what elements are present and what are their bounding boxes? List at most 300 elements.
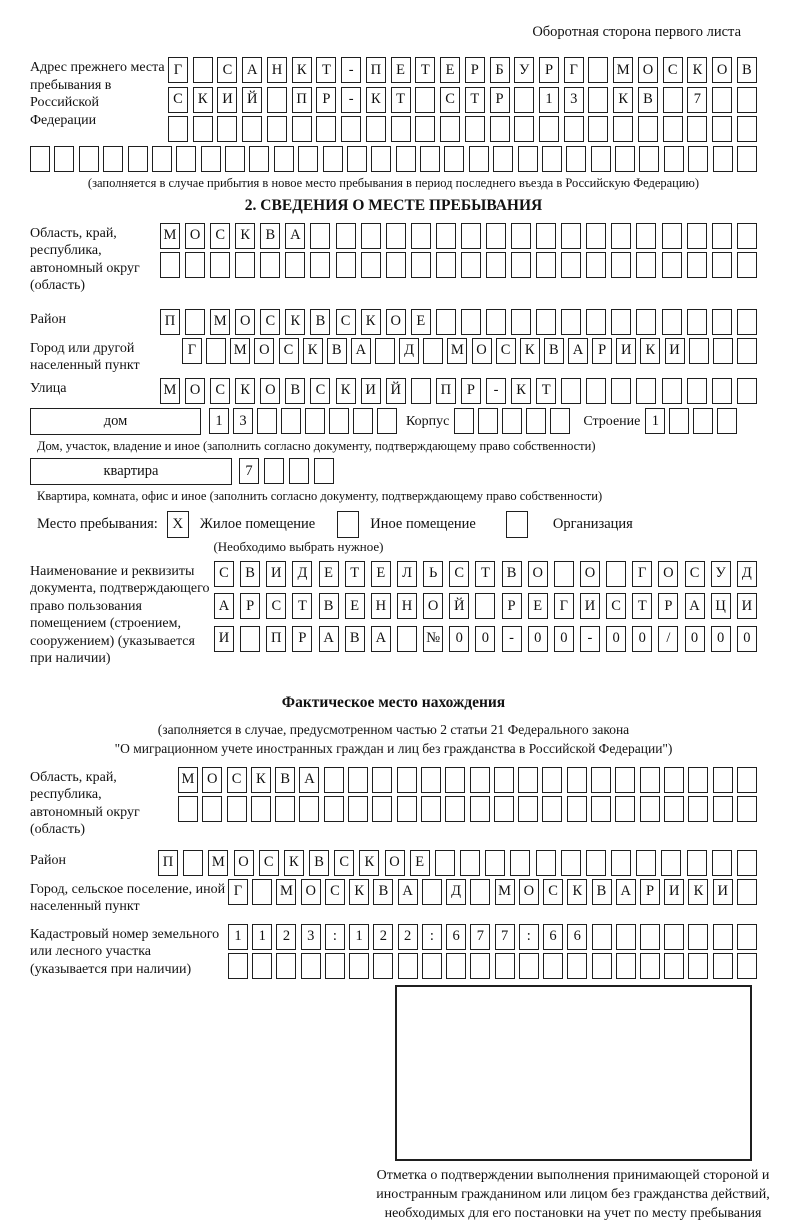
char-cell[interactable] — [561, 309, 581, 335]
char-cell[interactable] — [611, 378, 631, 404]
char-cell[interactable]: М — [208, 850, 228, 876]
char-cell[interactable] — [372, 796, 392, 822]
char-cell[interactable]: К — [349, 879, 369, 905]
char-cell[interactable] — [586, 850, 606, 876]
char-cell[interactable] — [422, 953, 442, 979]
char-cell[interactable]: 2 — [398, 924, 418, 950]
char-cell[interactable]: Р — [240, 593, 260, 619]
char-cell[interactable] — [542, 767, 562, 793]
char-cell[interactable] — [264, 458, 284, 484]
char-cell[interactable] — [737, 378, 757, 404]
char-cell[interactable]: С — [310, 378, 330, 404]
char-cell[interactable] — [688, 767, 708, 793]
char-cell[interactable] — [586, 309, 606, 335]
char-cell[interactable] — [636, 850, 656, 876]
char-cell[interactable]: С — [334, 850, 354, 876]
char-cell[interactable] — [687, 223, 707, 249]
char-cell[interactable]: И — [214, 626, 234, 652]
char-cell[interactable]: № — [423, 626, 443, 652]
char-cell[interactable]: О — [185, 378, 205, 404]
char-cell[interactable]: 0 — [528, 626, 548, 652]
char-cell[interactable] — [611, 850, 631, 876]
char-cell[interactable] — [435, 850, 455, 876]
stay-type-checkbox-org[interactable] — [506, 511, 528, 538]
char-cell[interactable] — [712, 309, 732, 335]
char-cell[interactable] — [444, 146, 464, 172]
char-cell[interactable]: В — [240, 561, 260, 587]
char-cell[interactable] — [475, 593, 495, 619]
char-cell[interactable] — [664, 924, 684, 950]
char-cell[interactable]: К — [303, 338, 323, 364]
char-cell[interactable]: В — [319, 593, 339, 619]
char-cell[interactable] — [662, 378, 682, 404]
char-cell[interactable] — [486, 252, 506, 278]
char-cell[interactable]: К — [284, 850, 304, 876]
char-cell[interactable] — [661, 850, 681, 876]
char-cell[interactable] — [160, 252, 180, 278]
char-cell[interactable] — [737, 924, 757, 950]
char-cell[interactable] — [240, 626, 260, 652]
char-cell[interactable]: К — [361, 309, 381, 335]
char-cell[interactable]: М — [613, 57, 633, 83]
char-cell[interactable] — [636, 223, 656, 249]
char-cell[interactable]: - — [341, 87, 361, 113]
char-cell[interactable] — [611, 223, 631, 249]
char-cell[interactable]: Р — [658, 593, 678, 619]
char-cell[interactable]: 1 — [252, 924, 272, 950]
char-cell[interactable]: Н — [397, 593, 417, 619]
char-cell[interactable]: К — [567, 879, 587, 905]
char-cell[interactable] — [526, 408, 546, 434]
char-cell[interactable]: О — [301, 879, 321, 905]
char-cell[interactable] — [323, 146, 343, 172]
char-cell[interactable]: 6 — [567, 924, 587, 950]
char-cell[interactable] — [445, 796, 465, 822]
char-cell[interactable] — [737, 146, 757, 172]
char-cell[interactable] — [639, 146, 659, 172]
char-cell[interactable] — [235, 252, 255, 278]
char-cell[interactable] — [717, 408, 737, 434]
char-cell[interactable] — [420, 146, 440, 172]
char-cell[interactable] — [689, 338, 709, 364]
char-cell[interactable] — [486, 309, 506, 335]
char-cell[interactable]: О — [580, 561, 600, 587]
char-cell[interactable] — [361, 223, 381, 249]
char-cell[interactable] — [289, 458, 309, 484]
char-cell[interactable]: В — [737, 57, 757, 83]
char-cell[interactable]: К — [640, 338, 660, 364]
char-cell[interactable] — [470, 796, 490, 822]
apartment-type-field[interactable]: квартира — [30, 458, 232, 485]
char-cell[interactable] — [687, 378, 707, 404]
char-cell[interactable] — [662, 309, 682, 335]
char-cell[interactable] — [636, 378, 656, 404]
char-cell[interactable] — [567, 767, 587, 793]
char-cell[interactable] — [470, 767, 490, 793]
char-cell[interactable] — [613, 116, 633, 142]
char-cell[interactable] — [510, 850, 530, 876]
char-cell[interactable]: С — [266, 593, 286, 619]
char-cell[interactable]: - — [580, 626, 600, 652]
char-cell[interactable] — [687, 252, 707, 278]
char-cell[interactable] — [518, 146, 538, 172]
char-cell[interactable]: И — [665, 338, 685, 364]
char-cell[interactable] — [30, 146, 50, 172]
char-cell[interactable]: 1 — [645, 408, 665, 434]
char-cell[interactable]: О — [638, 57, 658, 83]
char-cell[interactable]: О — [185, 223, 205, 249]
char-cell[interactable]: Р — [292, 626, 312, 652]
char-cell[interactable]: 1 — [349, 924, 369, 950]
char-cell[interactable] — [325, 953, 345, 979]
char-cell[interactable] — [713, 953, 733, 979]
char-cell[interactable] — [536, 252, 556, 278]
char-cell[interactable]: К — [235, 378, 255, 404]
char-cell[interactable] — [386, 223, 406, 249]
char-cell[interactable] — [712, 378, 732, 404]
char-cell[interactable] — [712, 252, 732, 278]
char-cell[interactable]: 2 — [373, 924, 393, 950]
char-cell[interactable] — [737, 850, 757, 876]
char-cell[interactable]: В — [310, 309, 330, 335]
char-cell[interactable]: / — [658, 626, 678, 652]
char-cell[interactable] — [298, 146, 318, 172]
char-cell[interactable]: Г — [564, 57, 584, 83]
char-cell[interactable]: - — [341, 57, 361, 83]
char-cell[interactable] — [511, 252, 531, 278]
char-cell[interactable] — [217, 116, 237, 142]
char-cell[interactable]: В — [260, 223, 280, 249]
char-cell[interactable]: Е — [371, 561, 391, 587]
char-cell[interactable]: О — [260, 378, 280, 404]
char-cell[interactable]: М — [210, 309, 230, 335]
char-cell[interactable]: А — [299, 767, 319, 793]
char-cell[interactable] — [518, 796, 538, 822]
char-cell[interactable] — [436, 252, 456, 278]
char-cell[interactable] — [478, 408, 498, 434]
char-cell[interactable] — [514, 87, 534, 113]
char-cell[interactable] — [536, 850, 556, 876]
char-cell[interactable]: 0 — [711, 626, 731, 652]
char-cell[interactable] — [249, 146, 269, 172]
char-cell[interactable] — [616, 953, 636, 979]
char-cell[interactable]: В — [309, 850, 329, 876]
char-cell[interactable] — [712, 87, 732, 113]
char-cell[interactable]: В — [638, 87, 658, 113]
char-cell[interactable] — [712, 223, 732, 249]
char-cell[interactable]: 0 — [737, 626, 757, 652]
char-cell[interactable]: П — [158, 850, 178, 876]
char-cell[interactable] — [210, 252, 230, 278]
char-cell[interactable] — [640, 796, 660, 822]
char-cell[interactable] — [386, 252, 406, 278]
char-cell[interactable] — [267, 116, 287, 142]
char-cell[interactable] — [461, 223, 481, 249]
char-cell[interactable] — [688, 796, 708, 822]
char-cell[interactable]: О — [235, 309, 255, 335]
char-cell[interactable]: М — [160, 223, 180, 249]
char-cell[interactable] — [366, 116, 386, 142]
char-cell[interactable] — [152, 146, 172, 172]
char-cell[interactable] — [688, 924, 708, 950]
char-cell[interactable] — [341, 116, 361, 142]
char-cell[interactable]: Т — [415, 57, 435, 83]
char-cell[interactable] — [299, 796, 319, 822]
char-cell[interactable] — [228, 953, 248, 979]
char-cell[interactable]: О — [519, 879, 539, 905]
char-cell[interactable]: Е — [528, 593, 548, 619]
char-cell[interactable] — [411, 252, 431, 278]
char-cell[interactable]: К — [613, 87, 633, 113]
char-cell[interactable] — [663, 87, 683, 113]
char-cell[interactable] — [688, 146, 708, 172]
char-cell[interactable] — [737, 879, 757, 905]
char-cell[interactable]: О — [472, 338, 492, 364]
char-cell[interactable] — [274, 146, 294, 172]
char-cell[interactable] — [586, 252, 606, 278]
char-cell[interactable] — [713, 796, 733, 822]
char-cell[interactable]: В — [373, 879, 393, 905]
char-cell[interactable]: М — [495, 879, 515, 905]
char-cell[interactable] — [461, 252, 481, 278]
char-cell[interactable] — [567, 796, 587, 822]
char-cell[interactable]: 0 — [554, 626, 574, 652]
char-cell[interactable]: В — [345, 626, 365, 652]
char-cell[interactable] — [664, 146, 684, 172]
char-cell[interactable] — [396, 146, 416, 172]
char-cell[interactable] — [638, 116, 658, 142]
char-cell[interactable]: В — [327, 338, 347, 364]
char-cell[interactable]: 3 — [233, 408, 253, 434]
char-cell[interactable] — [511, 309, 531, 335]
char-cell[interactable]: С — [210, 378, 230, 404]
char-cell[interactable] — [636, 309, 656, 335]
char-cell[interactable]: К — [520, 338, 540, 364]
char-cell[interactable]: О — [712, 57, 732, 83]
char-cell[interactable] — [310, 252, 330, 278]
char-cell[interactable]: К — [336, 378, 356, 404]
char-cell[interactable] — [446, 953, 466, 979]
char-cell[interactable]: 6 — [446, 924, 466, 950]
char-cell[interactable]: М — [230, 338, 250, 364]
char-cell[interactable]: В — [275, 767, 295, 793]
char-cell[interactable] — [687, 850, 707, 876]
char-cell[interactable]: М — [447, 338, 467, 364]
char-cell[interactable]: В — [592, 879, 612, 905]
char-cell[interactable]: И — [713, 879, 733, 905]
char-cell[interactable] — [566, 146, 586, 172]
char-cell[interactable]: Е — [410, 850, 430, 876]
char-cell[interactable] — [543, 953, 563, 979]
char-cell[interactable] — [615, 146, 635, 172]
char-cell[interactable] — [693, 408, 713, 434]
char-cell[interactable] — [252, 879, 272, 905]
char-cell[interactable]: Й — [386, 378, 406, 404]
char-cell[interactable]: Р — [640, 879, 660, 905]
char-cell[interactable]: 3 — [301, 924, 321, 950]
char-cell[interactable]: П — [160, 309, 180, 335]
char-cell[interactable]: С — [260, 309, 280, 335]
char-cell[interactable]: Е — [319, 561, 339, 587]
char-cell[interactable] — [564, 116, 584, 142]
house-type-field[interactable]: дом — [30, 408, 201, 435]
char-cell[interactable] — [588, 87, 608, 113]
char-cell[interactable] — [305, 408, 325, 434]
char-cell[interactable]: И — [266, 561, 286, 587]
char-cell[interactable] — [225, 146, 245, 172]
char-cell[interactable] — [275, 796, 295, 822]
char-cell[interactable]: С — [227, 767, 247, 793]
char-cell[interactable]: Р — [539, 57, 559, 83]
char-cell[interactable]: И — [737, 593, 757, 619]
char-cell[interactable]: : — [422, 924, 442, 950]
char-cell[interactable] — [193, 57, 213, 83]
char-cell[interactable] — [353, 408, 373, 434]
char-cell[interactable]: 0 — [632, 626, 652, 652]
char-cell[interactable] — [329, 408, 349, 434]
char-cell[interactable] — [640, 953, 660, 979]
char-cell[interactable] — [316, 116, 336, 142]
char-cell[interactable] — [713, 924, 733, 950]
char-cell[interactable]: С — [279, 338, 299, 364]
char-cell[interactable] — [314, 458, 334, 484]
char-cell[interactable]: А — [685, 593, 705, 619]
char-cell[interactable] — [567, 953, 587, 979]
char-cell[interactable]: Т — [391, 87, 411, 113]
char-cell[interactable] — [493, 146, 513, 172]
char-cell[interactable]: 0 — [475, 626, 495, 652]
char-cell[interactable]: 1 — [209, 408, 229, 434]
char-cell[interactable] — [662, 252, 682, 278]
char-cell[interactable] — [502, 408, 522, 434]
char-cell[interactable] — [591, 796, 611, 822]
char-cell[interactable]: А — [351, 338, 371, 364]
char-cell[interactable] — [397, 796, 417, 822]
char-cell[interactable]: М — [160, 378, 180, 404]
char-cell[interactable] — [664, 796, 684, 822]
char-cell[interactable]: : — [325, 924, 345, 950]
char-cell[interactable] — [615, 796, 635, 822]
char-cell[interactable] — [206, 338, 226, 364]
char-cell[interactable] — [561, 223, 581, 249]
char-cell[interactable] — [336, 223, 356, 249]
char-cell[interactable]: Е — [411, 309, 431, 335]
char-cell[interactable]: О — [234, 850, 254, 876]
char-cell[interactable] — [375, 338, 395, 364]
char-cell[interactable] — [185, 309, 205, 335]
char-cell[interactable] — [421, 796, 441, 822]
char-cell[interactable] — [664, 953, 684, 979]
char-cell[interactable] — [398, 953, 418, 979]
char-cell[interactable]: Д — [737, 561, 757, 587]
char-cell[interactable] — [411, 223, 431, 249]
char-cell[interactable]: А — [371, 626, 391, 652]
char-cell[interactable] — [128, 146, 148, 172]
char-cell[interactable] — [276, 953, 296, 979]
char-cell[interactable] — [640, 767, 660, 793]
char-cell[interactable] — [436, 223, 456, 249]
char-cell[interactable] — [178, 796, 198, 822]
char-cell[interactable] — [252, 953, 272, 979]
char-cell[interactable] — [257, 408, 277, 434]
char-cell[interactable] — [611, 252, 631, 278]
char-cell[interactable]: Р — [316, 87, 336, 113]
char-cell[interactable]: Т — [465, 87, 485, 113]
char-cell[interactable] — [324, 767, 344, 793]
char-cell[interactable]: 0 — [685, 626, 705, 652]
char-cell[interactable] — [371, 146, 391, 172]
char-cell[interactable]: Ь — [423, 561, 443, 587]
char-cell[interactable]: К — [687, 57, 707, 83]
char-cell[interactable]: Г — [182, 338, 202, 364]
char-cell[interactable]: П — [292, 87, 312, 113]
char-cell[interactable]: С — [543, 879, 563, 905]
char-cell[interactable] — [511, 223, 531, 249]
char-cell[interactable] — [168, 116, 188, 142]
char-cell[interactable] — [54, 146, 74, 172]
char-cell[interactable]: А — [242, 57, 262, 83]
char-cell[interactable]: Б — [490, 57, 510, 83]
char-cell[interactable] — [397, 626, 417, 652]
char-cell[interactable] — [495, 953, 515, 979]
char-cell[interactable] — [324, 796, 344, 822]
char-cell[interactable]: 7 — [687, 87, 707, 113]
char-cell[interactable] — [201, 146, 221, 172]
char-cell[interactable]: К — [359, 850, 379, 876]
char-cell[interactable]: О — [423, 593, 443, 619]
char-cell[interactable] — [281, 408, 301, 434]
char-cell[interactable] — [185, 252, 205, 278]
char-cell[interactable]: Г — [168, 57, 188, 83]
char-cell[interactable] — [411, 378, 431, 404]
char-cell[interactable]: А — [568, 338, 588, 364]
char-cell[interactable] — [285, 252, 305, 278]
char-cell[interactable] — [267, 87, 287, 113]
char-cell[interactable] — [586, 223, 606, 249]
char-cell[interactable]: К — [235, 223, 255, 249]
char-cell[interactable]: А — [319, 626, 339, 652]
char-cell[interactable] — [688, 953, 708, 979]
char-cell[interactable] — [539, 116, 559, 142]
char-cell[interactable] — [470, 879, 490, 905]
char-cell[interactable]: Р — [592, 338, 612, 364]
char-cell[interactable] — [519, 953, 539, 979]
char-cell[interactable] — [669, 408, 689, 434]
char-cell[interactable]: А — [285, 223, 305, 249]
char-cell[interactable] — [536, 223, 556, 249]
char-cell[interactable] — [737, 796, 757, 822]
char-cell[interactable] — [591, 767, 611, 793]
char-cell[interactable] — [460, 850, 480, 876]
char-cell[interactable] — [737, 116, 757, 142]
char-cell[interactable]: Т — [475, 561, 495, 587]
char-cell[interactable] — [737, 309, 757, 335]
char-cell[interactable]: О — [254, 338, 274, 364]
char-cell[interactable] — [737, 87, 757, 113]
char-cell[interactable]: Л — [397, 561, 417, 587]
char-cell[interactable]: П — [436, 378, 456, 404]
char-cell[interactable]: Е — [440, 57, 460, 83]
char-cell[interactable]: : — [519, 924, 539, 950]
char-cell[interactable] — [361, 252, 381, 278]
char-cell[interactable] — [242, 116, 262, 142]
char-cell[interactable]: В — [502, 561, 522, 587]
char-cell[interactable]: И — [664, 879, 684, 905]
char-cell[interactable] — [292, 116, 312, 142]
char-cell[interactable] — [687, 116, 707, 142]
char-cell[interactable] — [561, 252, 581, 278]
char-cell[interactable]: С — [685, 561, 705, 587]
